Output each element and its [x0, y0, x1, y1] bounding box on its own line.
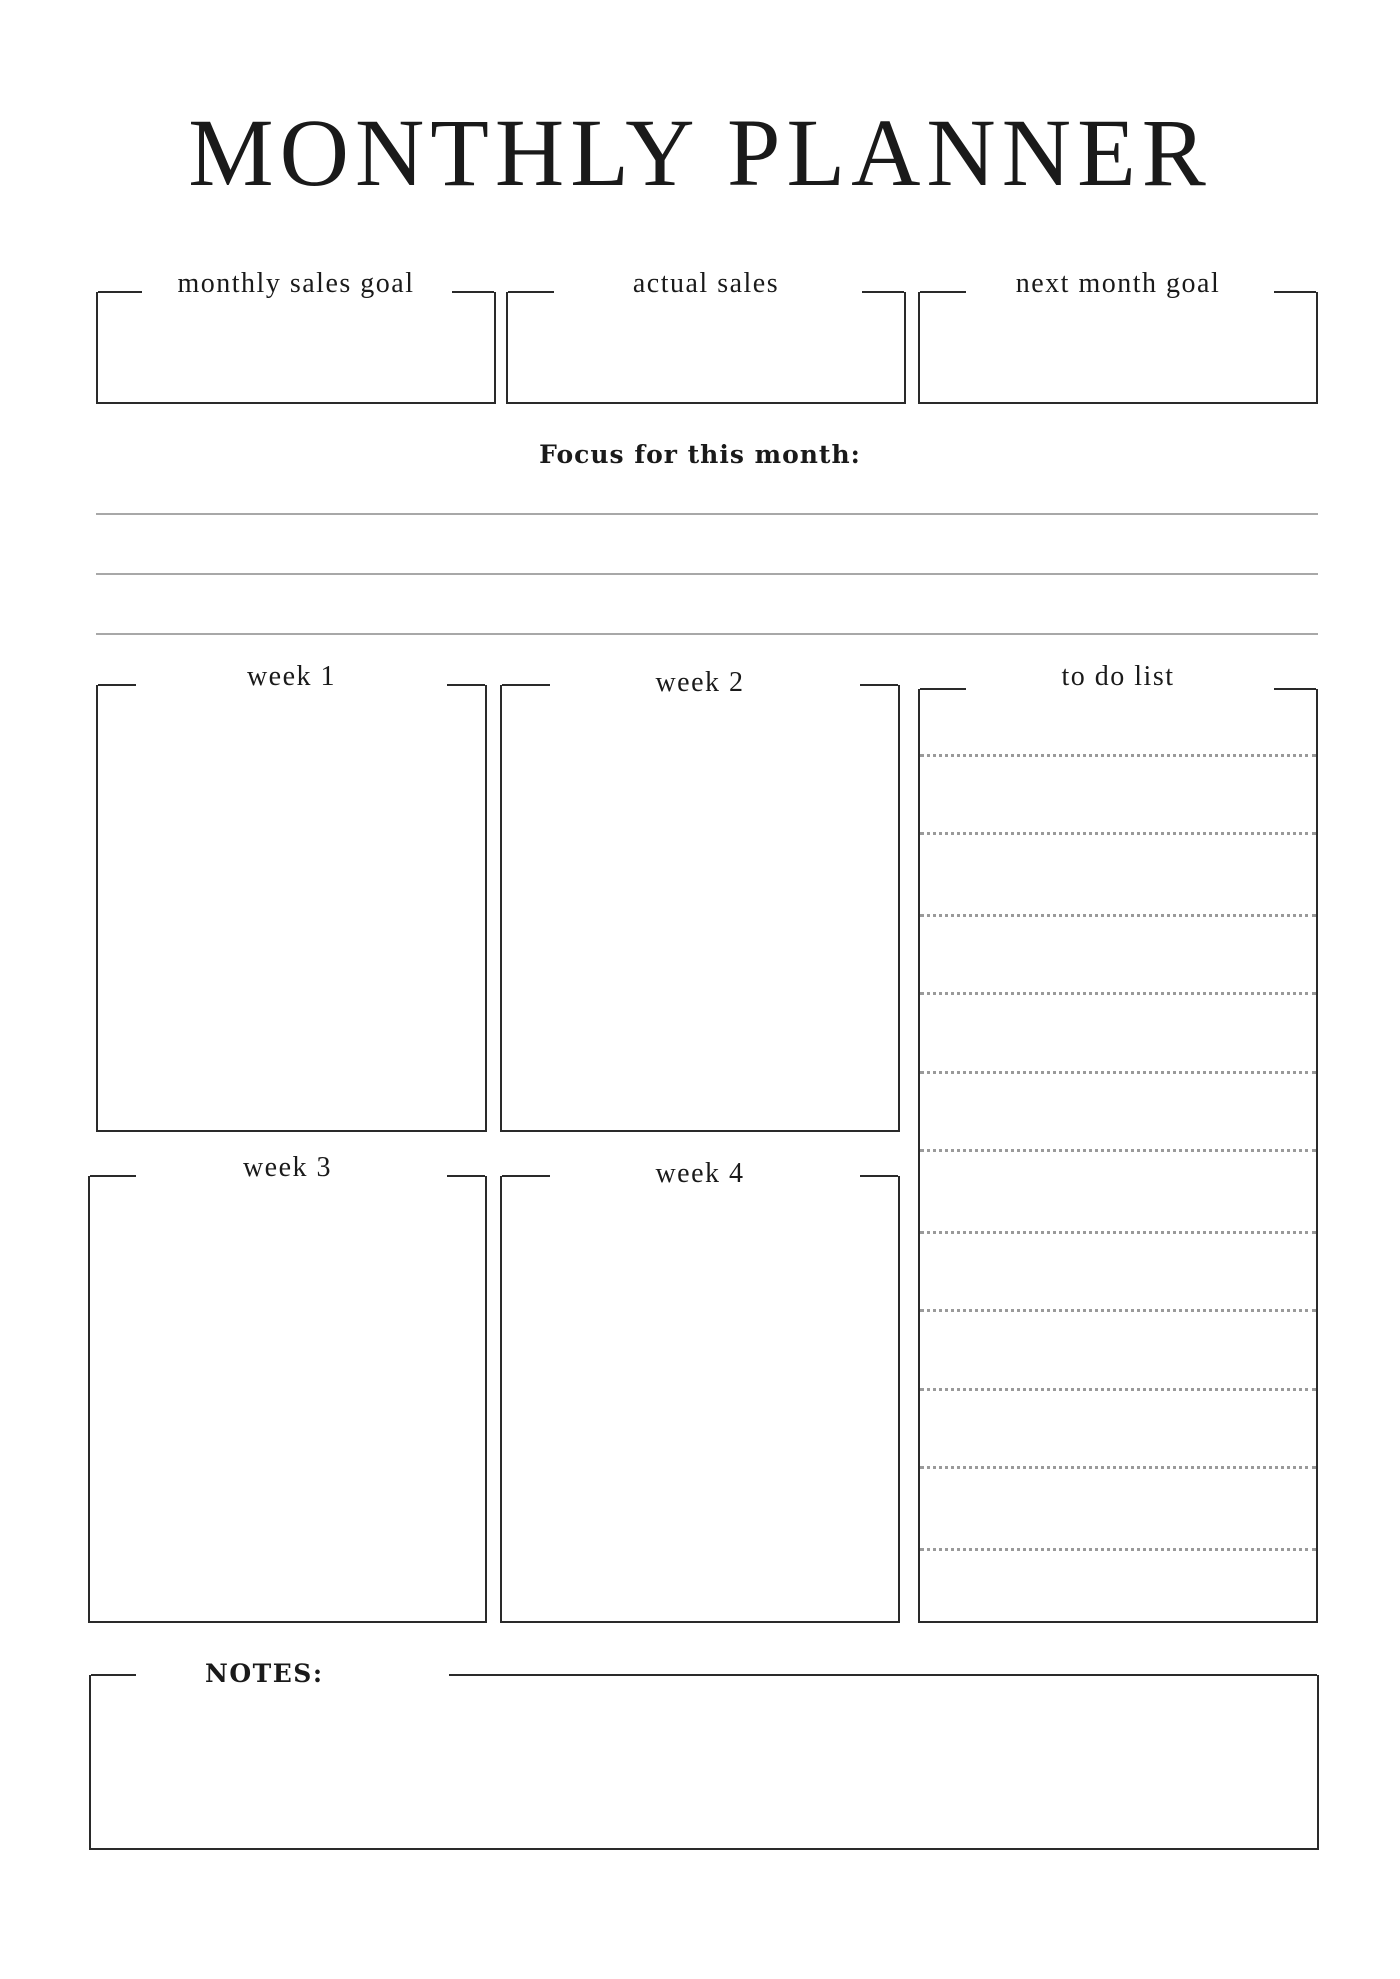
week-1-box[interactable] — [96, 661, 487, 1132]
todo-line[interactable] — [920, 754, 1316, 757]
focus-line-2[interactable] — [96, 573, 1318, 575]
next-month-goal-label: next month goal — [1015, 268, 1221, 299]
week-4-label: week 4 — [655, 1158, 745, 1189]
focus-line-1[interactable] — [96, 513, 1318, 515]
week-3-label: week 3 — [242, 1152, 333, 1183]
page-title: MONTHLY PLANNER — [188, 99, 1212, 206]
next-month-goal-box[interactable] — [918, 268, 1318, 404]
week-4-box[interactable] — [500, 1158, 900, 1623]
todo-line[interactable] — [920, 1071, 1316, 1074]
monthly-sales-goal-label: monthly sales goal — [177, 268, 415, 299]
notes-box[interactable] — [89, 1675, 1319, 1850]
todo-line[interactable] — [920, 1309, 1316, 1312]
todo-line[interactable] — [920, 832, 1316, 835]
todo-line[interactable] — [920, 1466, 1316, 1469]
todo-list-box[interactable] — [918, 661, 1318, 1623]
monthly-sales-goal-box[interactable] — [96, 268, 496, 404]
actual-sales-label: actual sales — [632, 268, 780, 299]
todo-line[interactable] — [920, 1548, 1316, 1551]
notes-label: NOTES: — [205, 1659, 324, 1688]
week-1-label: week 1 — [246, 661, 337, 692]
week-2-label: week 2 — [655, 667, 745, 698]
todo-line[interactable] — [920, 1231, 1316, 1234]
todo-line[interactable] — [920, 1149, 1316, 1152]
week-2-box[interactable] — [500, 667, 900, 1132]
week-3-box[interactable] — [88, 1152, 487, 1623]
todo-line[interactable] — [920, 914, 1316, 917]
actual-sales-box[interactable] — [506, 268, 906, 404]
todo-line[interactable] — [920, 992, 1316, 995]
focus-label: Focus for this month: — [539, 440, 861, 469]
todo-line[interactable] — [920, 1388, 1316, 1391]
todo-list-label: to do list — [1061, 661, 1175, 692]
focus-line-3[interactable] — [96, 633, 1318, 635]
